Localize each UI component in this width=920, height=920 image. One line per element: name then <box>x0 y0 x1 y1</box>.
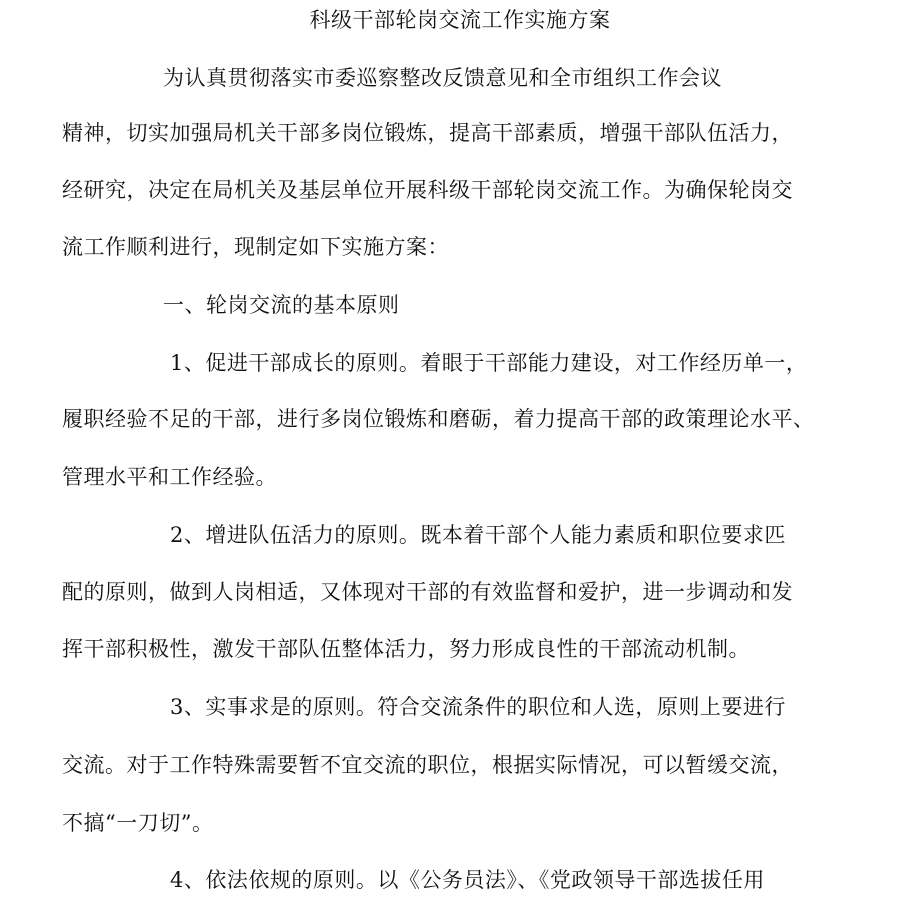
intro-line-4: 流工作顺利进行，现制定如下实施方案： <box>62 235 449 259</box>
principle-2-line-1: 2、增进队伍活力的原则。既本着干部个人能力素质和职位要求匹 <box>170 523 786 547</box>
principle-2-line-3: 挥干部积极性，激发干部队伍整体活力，努力形成良性的干部流动机制。 <box>62 637 750 661</box>
principle-1-line-3: 管理水平和工作经验。 <box>62 465 277 489</box>
document-title: 科级干部轮岗交流工作实施方案 <box>309 8 611 32</box>
principle-3-line-1: 3、实事求是的原则。符合交流条件的职位和人选，原则上要进行 <box>170 695 786 719</box>
principle-3-line-3: 不搞“一刀切”。 <box>62 811 214 835</box>
principle-2-line-2: 配的原则，做到人岗相适，又体现对干部的有效监督和爱护，进一步调动和发 <box>62 580 793 604</box>
principle-1-line-2: 履职经验不足的干部，进行多岗位锻炼和磨砺，着力提高干部的政策理论水平、 <box>62 407 815 431</box>
principle-4-line-1: 4、依法依规的原则。以《公务员法》、《党政领导干部选拔任用 <box>170 868 765 892</box>
intro-line-3: 经研究，决定在局机关及基层单位开展科级干部轮岗交流工作。为确保轮岗交 <box>62 178 793 202</box>
section-heading: 一、轮岗交流的基本原则 <box>163 293 400 317</box>
intro-line-1: 为认真贯彻落实市委巡察整改反馈意见和全市组织工作会议 <box>163 66 722 90</box>
principle-1-line-1: 1、促进干部成长的原则。着眼于干部能力建设，对工作经历单一， <box>170 351 808 375</box>
intro-line-2: 精神，切实加强局机关干部多岗位锻炼，提高干部素质，增强干部队伍活力， <box>62 121 793 145</box>
principle-3-line-2: 交流。对于工作特殊需要暂不宜交流的职位，根据实际情况，可以暂缓交流， <box>62 753 793 777</box>
